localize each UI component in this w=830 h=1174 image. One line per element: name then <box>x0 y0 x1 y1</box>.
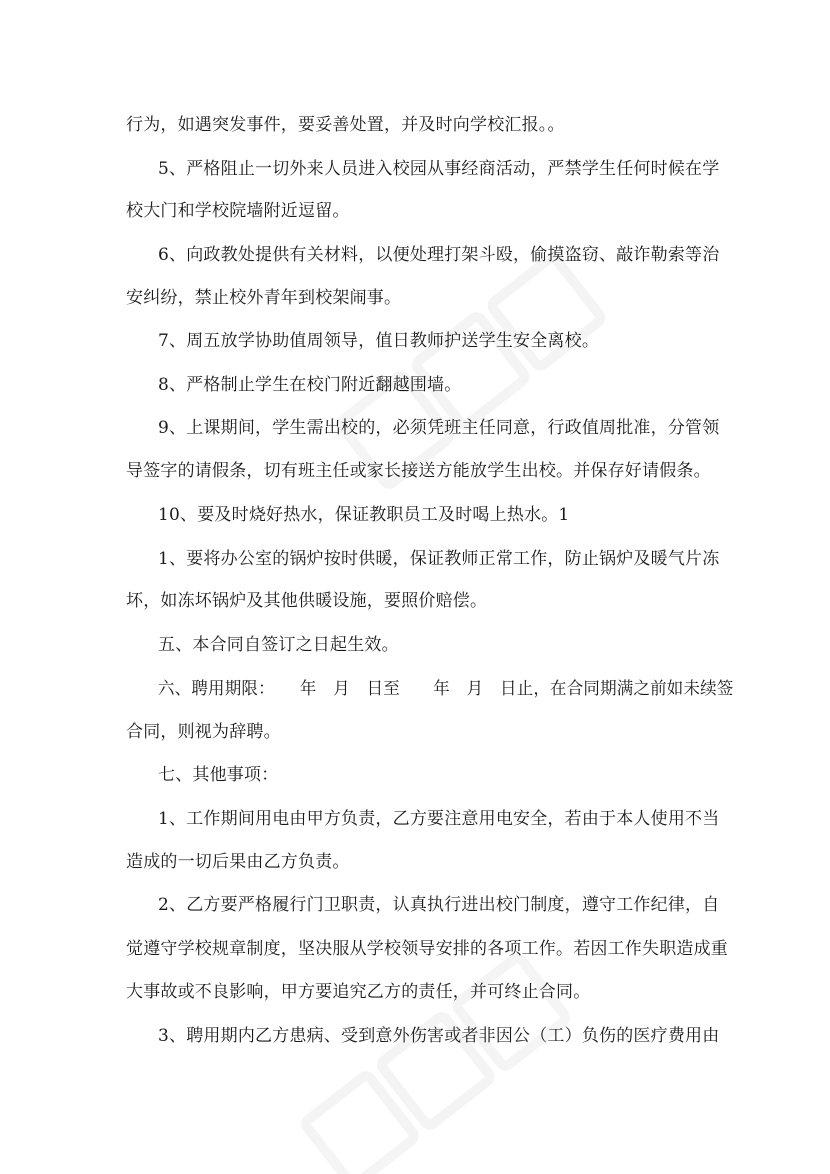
paragraph-line: 导签字的请假条，切有班主任或家长接送方能放学生出校。并保存好请假条。 <box>126 461 711 481</box>
paragraph-line: 七、其他事项： <box>158 765 279 785</box>
paragraph-line: 5、严格阻止一切外来人员进入校园从事经商活动，严禁学生任何时候在学 <box>158 159 720 179</box>
paragraph-line: 造成的一切后果由乙方负责。 <box>126 852 350 872</box>
paragraph-line: 8、严格制止学生在校门附近翻越围墙。 <box>158 375 462 395</box>
paragraph-line: 合同，则视为辞聘。 <box>126 722 281 742</box>
paragraph-line: 9、上课期间，学生需出校的，必须凭班主任同意，行政值周批准，分管领 <box>158 418 720 438</box>
paragraph-line: 五、本合同自签订之日起生效。 <box>158 635 399 655</box>
paragraph-line: 7、周五放学协助值周领导，值日教师护送学生安全离校。 <box>158 331 600 351</box>
paragraph-line: 觉遵守学校规章制度，坚决服从学校领导安排的各项工作。若因工作失职造成重 <box>126 939 728 959</box>
paragraph-line: 校大门和学校院墙附近逗留。 <box>126 201 350 221</box>
paragraph-line: 大事故或不良影响，甲方要追究乙方的责任，并可终止合同。 <box>126 982 591 1002</box>
paragraph-line: 1、工作期间用电由甲方负责，乙方要注意用电安全，若由于本人使用不当 <box>158 809 720 829</box>
paragraph-line: 6、向政教处提供有关材料，以便处理打架斗殴，偷摸盗窃、敲诈勒索等治 <box>158 245 720 265</box>
paragraph-line: 2、乙方要严格履行门卫职责，认真执行进出校门制度，遵守工作纪律，自 <box>158 895 720 915</box>
paragraph-line: 10、要及时烧好热水，保证教职员工及时喝上热水。1 <box>158 505 570 525</box>
paragraph-line: 行为，如遇突发事件，要妥善处置，并及时向学校汇报。。 <box>126 115 565 135</box>
paragraph-line: 1、要将办公室的锅炉按时供暖，保证教师正常工作，防止锅炉及暖气片冻 <box>158 549 720 569</box>
paragraph-line: 六、聘用期限： 年 月 日至 年 月 日止，在合同期满之前如未续签 <box>158 679 734 699</box>
paragraph-line: 3、聘用期内乙方患病、受到意外伤害或者非因公（工）负伤的医疗费用由 <box>158 1026 720 1046</box>
paragraph-line: 坏，如冻坏锅炉及其他供暖设施，要照价赔偿。 <box>126 591 488 611</box>
paragraph-line: 安纠纷，禁止校外青年到校架闹事。 <box>126 288 402 308</box>
